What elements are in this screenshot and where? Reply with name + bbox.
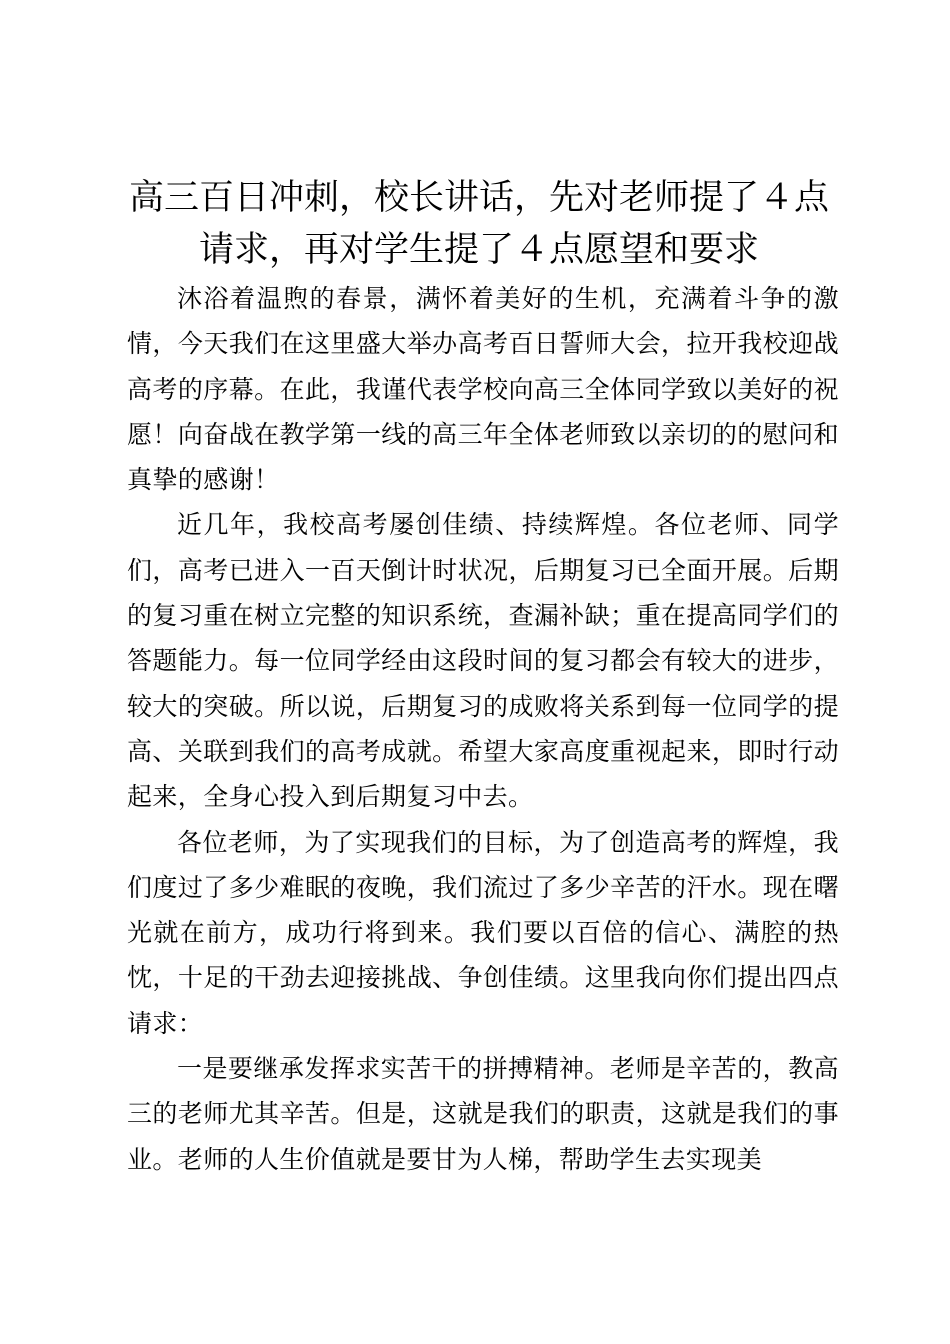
paragraph-2: 近几年，我校高考屡创佳绩、持续辉煌。各位老师、同学们，高考已进入一百天倒计时状况，后期复习已全面开展。后期的复习重在树立完整的知识系统，查漏补缺；重在提高同学们的答题能力。每一位同学经由这段时间的复习都会有较大的进步，较大的突破。所以说，后期复习的成败将关系到每一位同学的提高、关联到我们的高考成就。希望大家高度重视起来，即时行动起来，全身心投入到后期复习中去。 <box>127 510 839 812</box>
paragraph-1: 沐浴着温煦的春景，满怀着美好的生机，充满着斗争的激情，今天我们在这里盛大举办高考百日誓师大会，拉开我校迎战高考的序幕。在此，我谨代表学校向高三全体同学致以美好的祝愿！向奋战在教学第一线的高三年全体老师致以亲切的的慰问和真挚的感谢！ <box>127 284 839 495</box>
document-body <box>127 276 839 1182</box>
paragraph-3: 各位老师，为了实现我们的目标，为了创造高考的辉煌，我们度过了多少难眠的夜晚，我们流过了多少辛苦的汗水。现在曙光就在前方，成功行将到来。我们要以百倍的信心、满腔的热忱，十足的干劲去迎接挑战、争创佳绩。这里我向你们提出四点请求： <box>127 827 839 1038</box>
document-title: 高三百日冲刺，校长讲话，先对老师提了４点请求，再对学生提了４点愿望和要求 <box>128 178 829 270</box>
paragraph-4: 一是要继承发挥求实苦干的拼搏精神。老师是辛苦的，教高三的老师尤其辛苦。但是，这就是我们的职责，这就是我们的事业。老师的人生价值就是要甘为人梯，帮助学生去实现美 <box>127 1054 839 1174</box>
